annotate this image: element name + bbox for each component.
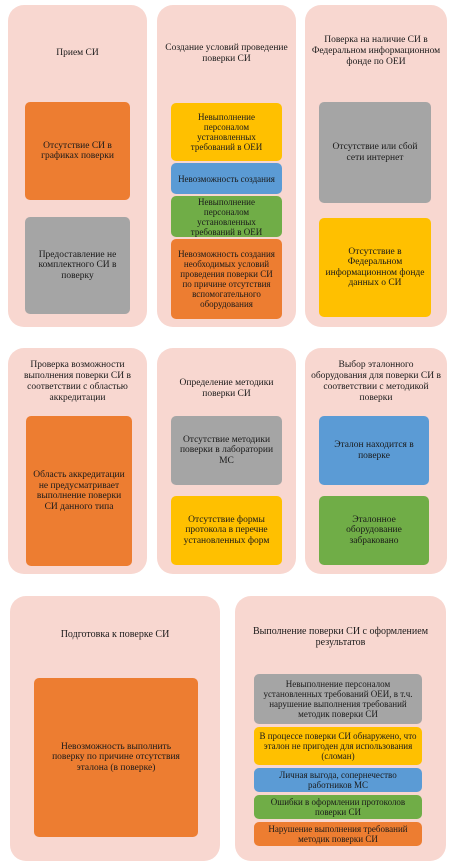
risk-box: Отсутствие СИ в графиках поверки xyxy=(25,102,130,200)
risk-box: Ошибки в оформлении протоколов поверки СИ xyxy=(254,795,422,819)
panel-title: Прием СИ xyxy=(56,48,99,58)
panel-title: Создание условий проведение поверки СИ xyxy=(165,43,288,64)
panel-title: Поверка на наличие СИ в Федеральном информационном фонде по ОЕИ xyxy=(311,35,441,67)
risk-box: Невыполнение персоналом установленных требований ОЕИ, в т.ч. нарушение выполнения требований методик поверки СИ xyxy=(254,674,422,724)
panel-preparation xyxy=(10,596,220,861)
panel-title: Подготовка к поверке СИ xyxy=(60,629,170,640)
risk-box: Отсутствие формы протокола в перечне установленных форм xyxy=(171,496,282,565)
risk-box: Отсутствие в Федеральном информационном фонде данных о СИ xyxy=(319,218,431,317)
panel-reception xyxy=(8,5,147,327)
risk-box: В процессе поверки СИ обнаружено, что эталон не пригоден для использования (сломан) xyxy=(254,727,422,765)
panel-title: Проверка возможности выполнения поверки СИ в соответствии с областью аккредитации xyxy=(24,360,131,403)
panel-title: Выполнение поверки СИ с оформлением результатов xyxy=(252,626,429,648)
panel-execution xyxy=(235,596,446,861)
panel-title: Выбор эталонного оборудования для поверки СИ в соответствии с методикой поверки xyxy=(311,360,441,403)
risk-box: Невозможность создания необходимых условий проведения поверки СИ по причине отсутствия вспомогательного оборудования xyxy=(171,239,282,319)
panel-reference-equipment xyxy=(305,348,447,574)
risk-box: Отсутствие методики поверки в лаборатории МС xyxy=(171,416,282,485)
risk-box: Отсутствие или сбой сети интернет xyxy=(319,102,431,203)
panel-accreditation xyxy=(8,348,147,574)
panel-federal-fund xyxy=(305,5,447,327)
panel-title: Определение методики поверки СИ xyxy=(179,378,274,399)
risk-box: Невозможность выполнить поверку по причине отсутствия эталона (в поверке) xyxy=(34,678,198,837)
risk-box: Эталонное оборудование забраковано xyxy=(319,496,429,565)
panel-methodology xyxy=(157,348,296,574)
risk-box: Область аккредитации не предусматривает выполнение поверки СИ данного типа xyxy=(26,416,132,566)
panel-conditions xyxy=(157,5,296,327)
risk-box: Невыполнение персоналом установленных требований в ОЕИ xyxy=(171,196,282,237)
risk-box: Предоставление не комплектного СИ в поверку xyxy=(25,217,130,314)
risk-box: Личная выгода, сопернечество работников МС xyxy=(254,768,422,792)
risk-box: Невозможность создания xyxy=(171,163,282,194)
risk-box: Нарушение выполнения требований методик поверки СИ xyxy=(254,822,422,846)
risk-box: Эталон находится в поверке xyxy=(319,416,429,485)
risk-box: Невыполнение персоналом установленных требований в ОЕИ xyxy=(171,103,282,161)
